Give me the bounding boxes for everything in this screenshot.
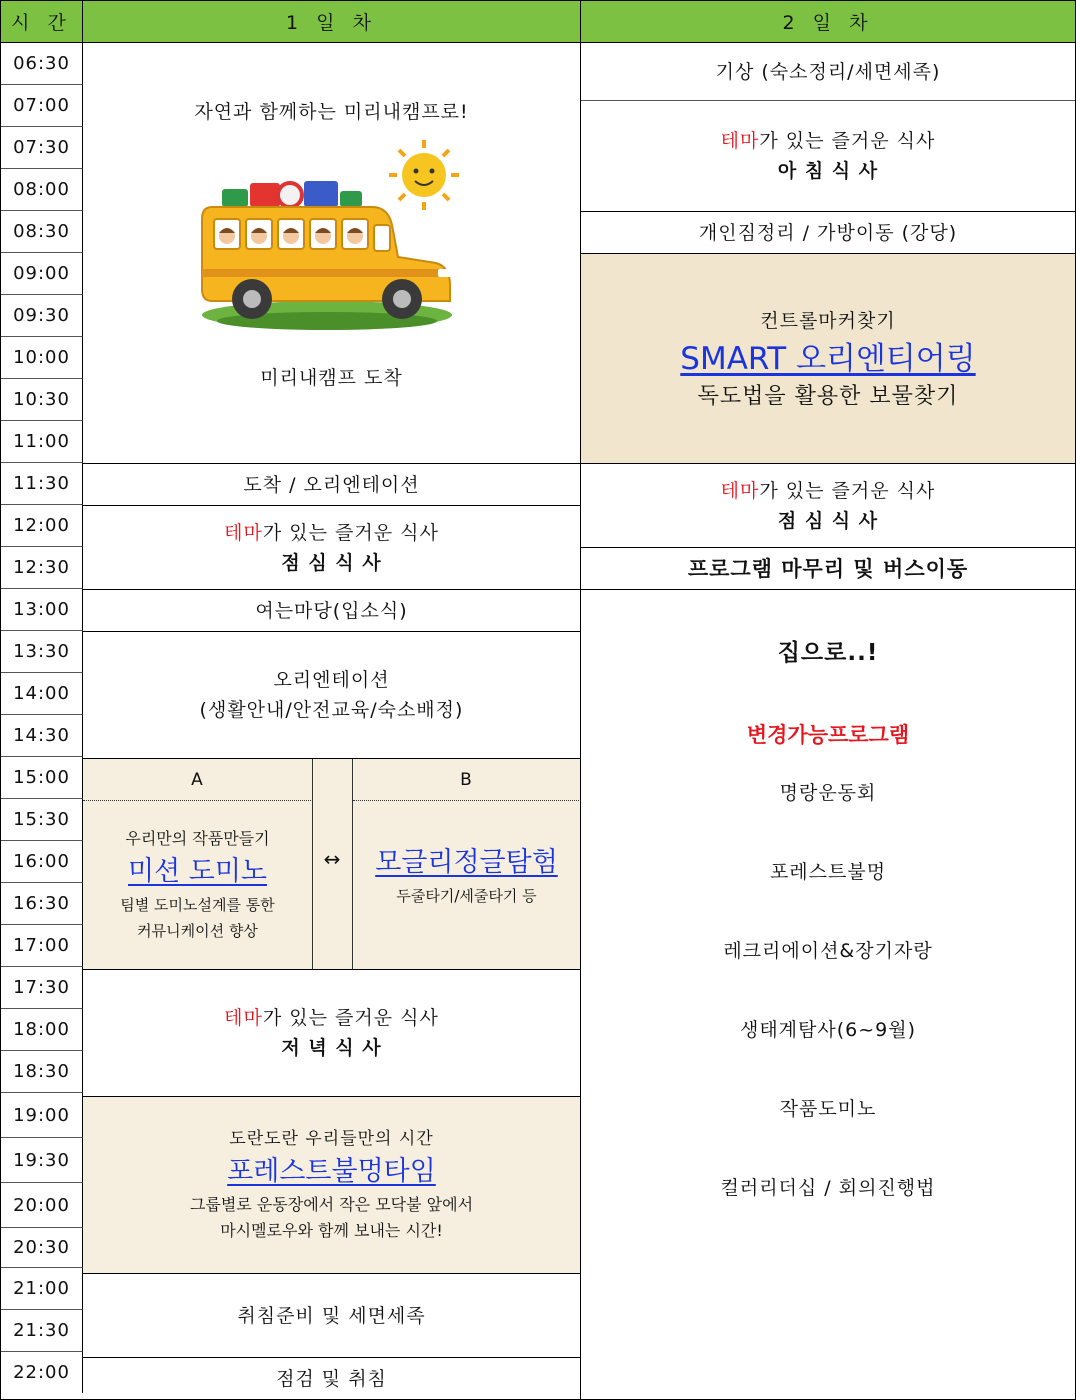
time-slot: 09:00 — [1, 253, 83, 295]
option-program-item: 생태계탐사(6~9월) — [739, 1019, 917, 1041]
camp-title: 자연과 함께하는 미리내캠프로! — [194, 101, 469, 123]
day1-arrival-orientation: 도착 / 오리엔테이션 — [83, 464, 581, 506]
day2-wakeup: 기상 (숙소정리/세면세족) — [581, 43, 1075, 101]
day2-home-and-options — [581, 590, 1075, 1399]
forest-desc2: 마시멜로우와 함께 보내는 시간! — [220, 1221, 443, 1240]
day2-orienteering — [581, 254, 1075, 464]
option-program-item: 명랑운동회 — [779, 782, 877, 804]
day1-opening-ceremony: 여는마당(입소식) — [83, 590, 581, 632]
header-day2: 2 일 차 — [581, 1, 1075, 43]
day1-dinner — [83, 970, 581, 1097]
time-slot: 19:30 — [1, 1138, 83, 1183]
time-slot: 09:30 — [1, 295, 83, 337]
dinner-theme-rest: 가 있는 즐거운 식사 — [262, 1007, 439, 1029]
time-slot: 11:30 — [1, 463, 83, 505]
day2-lunch-theme-rest: 가 있는 즐거운 식사 — [759, 479, 936, 502]
orienteering-desc: 독도법을 활용한 보물찾기 — [697, 383, 959, 409]
time-slot: 15:00 — [1, 757, 83, 799]
option-program-item: 포레스트불멍 — [769, 861, 887, 883]
mission-domino-link[interactable]: 미션 도미노 — [128, 856, 267, 887]
group-a-desc2: 커뮤니케이션 향상 — [137, 922, 258, 940]
option-program-item: 작품도미노 — [779, 1098, 877, 1120]
day1-bedtime-prep: 취침준비 및 세면세족 — [83, 1274, 581, 1358]
orientation-title: 오리엔테이션 — [273, 669, 390, 691]
time-slot: 08:00 — [1, 169, 83, 211]
forest-subtitle: 도란도란 우리들만의 시간 — [229, 1129, 434, 1149]
lunch-theme-rest: 가 있는 즐거운 식사 — [262, 521, 439, 544]
swap-arrow-icon: ↔ — [323, 847, 342, 871]
group-b-desc: 두줄타기/세줄타기 등 — [396, 887, 537, 905]
time-slot: 12:00 — [1, 505, 83, 547]
dinner-theme-word: 테마 — [224, 1007, 263, 1029]
time-slot: 14:00 — [1, 673, 83, 715]
day2-lunch-theme-word: 테마 — [720, 479, 760, 502]
time-slot: 14:30 — [1, 715, 83, 757]
group-b-label: B — [353, 759, 581, 801]
time-slot: 13:30 — [1, 631, 83, 673]
day1-camp-arrival-block — [83, 43, 581, 464]
time-slot: 17:30 — [1, 967, 83, 1009]
home-label: 집으로..! — [777, 640, 879, 666]
time-slot: 21:30 — [1, 1310, 83, 1352]
header-day1: 1 일 차 — [83, 1, 581, 43]
time-slot: 21:00 — [1, 1268, 83, 1310]
time-slot: 15:30 — [1, 799, 83, 841]
smart-orienteering-link[interactable]: SMART 오리엔티어링 — [680, 340, 976, 377]
group-a-label: A — [83, 759, 313, 801]
option-program-item: 레크리에이션&장기자랑 — [723, 940, 933, 962]
breakfast-theme-word: 테마 — [720, 130, 760, 152]
time-slot: 18:30 — [1, 1051, 83, 1093]
time-slot: 10:00 — [1, 337, 83, 379]
time-slot: 17:00 — [1, 925, 83, 967]
time-slot: 06:30 — [1, 43, 83, 85]
lunch-theme-word: 테마 — [224, 521, 263, 544]
orienteering-subtitle: 컨트롤마커찾기 — [760, 309, 896, 332]
changeable-program-label: 변경가능프로그램 — [746, 723, 910, 747]
time-slot: 18:00 — [1, 1009, 83, 1051]
option-program-item: 컬러리더십 / 회의진행법 — [720, 1177, 936, 1199]
time-slot: 08:30 — [1, 211, 83, 253]
time-slot: 19:00 — [1, 1093, 83, 1138]
sun-icon — [389, 140, 459, 210]
camp-arrival: 미리내캠프 도착 — [260, 367, 403, 389]
time-slot: 13:00 — [1, 589, 83, 631]
lunch-label: 점 심 식 사 — [281, 551, 382, 574]
group-a-session — [83, 801, 313, 970]
time-slot: 12:30 — [1, 547, 83, 589]
time-slot: 16:00 — [1, 841, 83, 883]
day1-forest-fire-time — [83, 1097, 581, 1274]
header-time: 시 간 — [1, 1, 83, 43]
time-slot: 20:00 — [1, 1183, 83, 1228]
time-slot: 22:00 — [1, 1352, 83, 1393]
day1-lights-out: 점검 및 취침 — [83, 1358, 581, 1399]
time-slot: 16:30 — [1, 883, 83, 925]
day2-breakfast — [581, 101, 1075, 212]
day2-packing: 개인짐정리 / 가방이동 (강당) — [581, 212, 1075, 254]
group-b-session — [353, 801, 581, 970]
time-slot: 20:30 — [1, 1228, 83, 1268]
day2-lunch-label: 점 심 식 사 — [777, 509, 879, 532]
breakfast-label: 아 침 식 사 — [777, 160, 879, 182]
forest-fire-link[interactable]: 포레스트불멍타임 — [227, 1156, 436, 1187]
school-bus-illustration — [192, 135, 472, 335]
day1-lunch — [83, 506, 581, 590]
day2-wrapup: 프로그램 마무리 및 버스이동 — [581, 548, 1075, 590]
group-a-subtitle: 우리만의 작품만들기 — [125, 829, 270, 848]
breakfast-theme-rest: 가 있는 즐거운 식사 — [759, 130, 936, 152]
day2-lunch — [581, 464, 1075, 548]
time-slot: 11:00 — [1, 421, 83, 463]
swap-column — [313, 759, 353, 970]
dinner-label: 저 녁 식 사 — [281, 1037, 382, 1059]
time-slot: 10:30 — [1, 379, 83, 421]
orientation-detail: (생활안내/안전교육/숙소배정) — [199, 699, 464, 721]
group-a-desc1: 팀별 도미노설계를 통한 — [120, 896, 275, 914]
option-program-list — [720, 778, 935, 1252]
time-slot: 07:30 — [1, 127, 83, 169]
forest-desc1: 그룹별로 운동장에서 작은 모닥불 앞에서 — [189, 1195, 474, 1214]
time-slot: 07:00 — [1, 85, 83, 127]
day1-orientation — [83, 632, 581, 759]
mowgli-jungle-link[interactable]: 모글리정글탐험 — [375, 847, 558, 878]
